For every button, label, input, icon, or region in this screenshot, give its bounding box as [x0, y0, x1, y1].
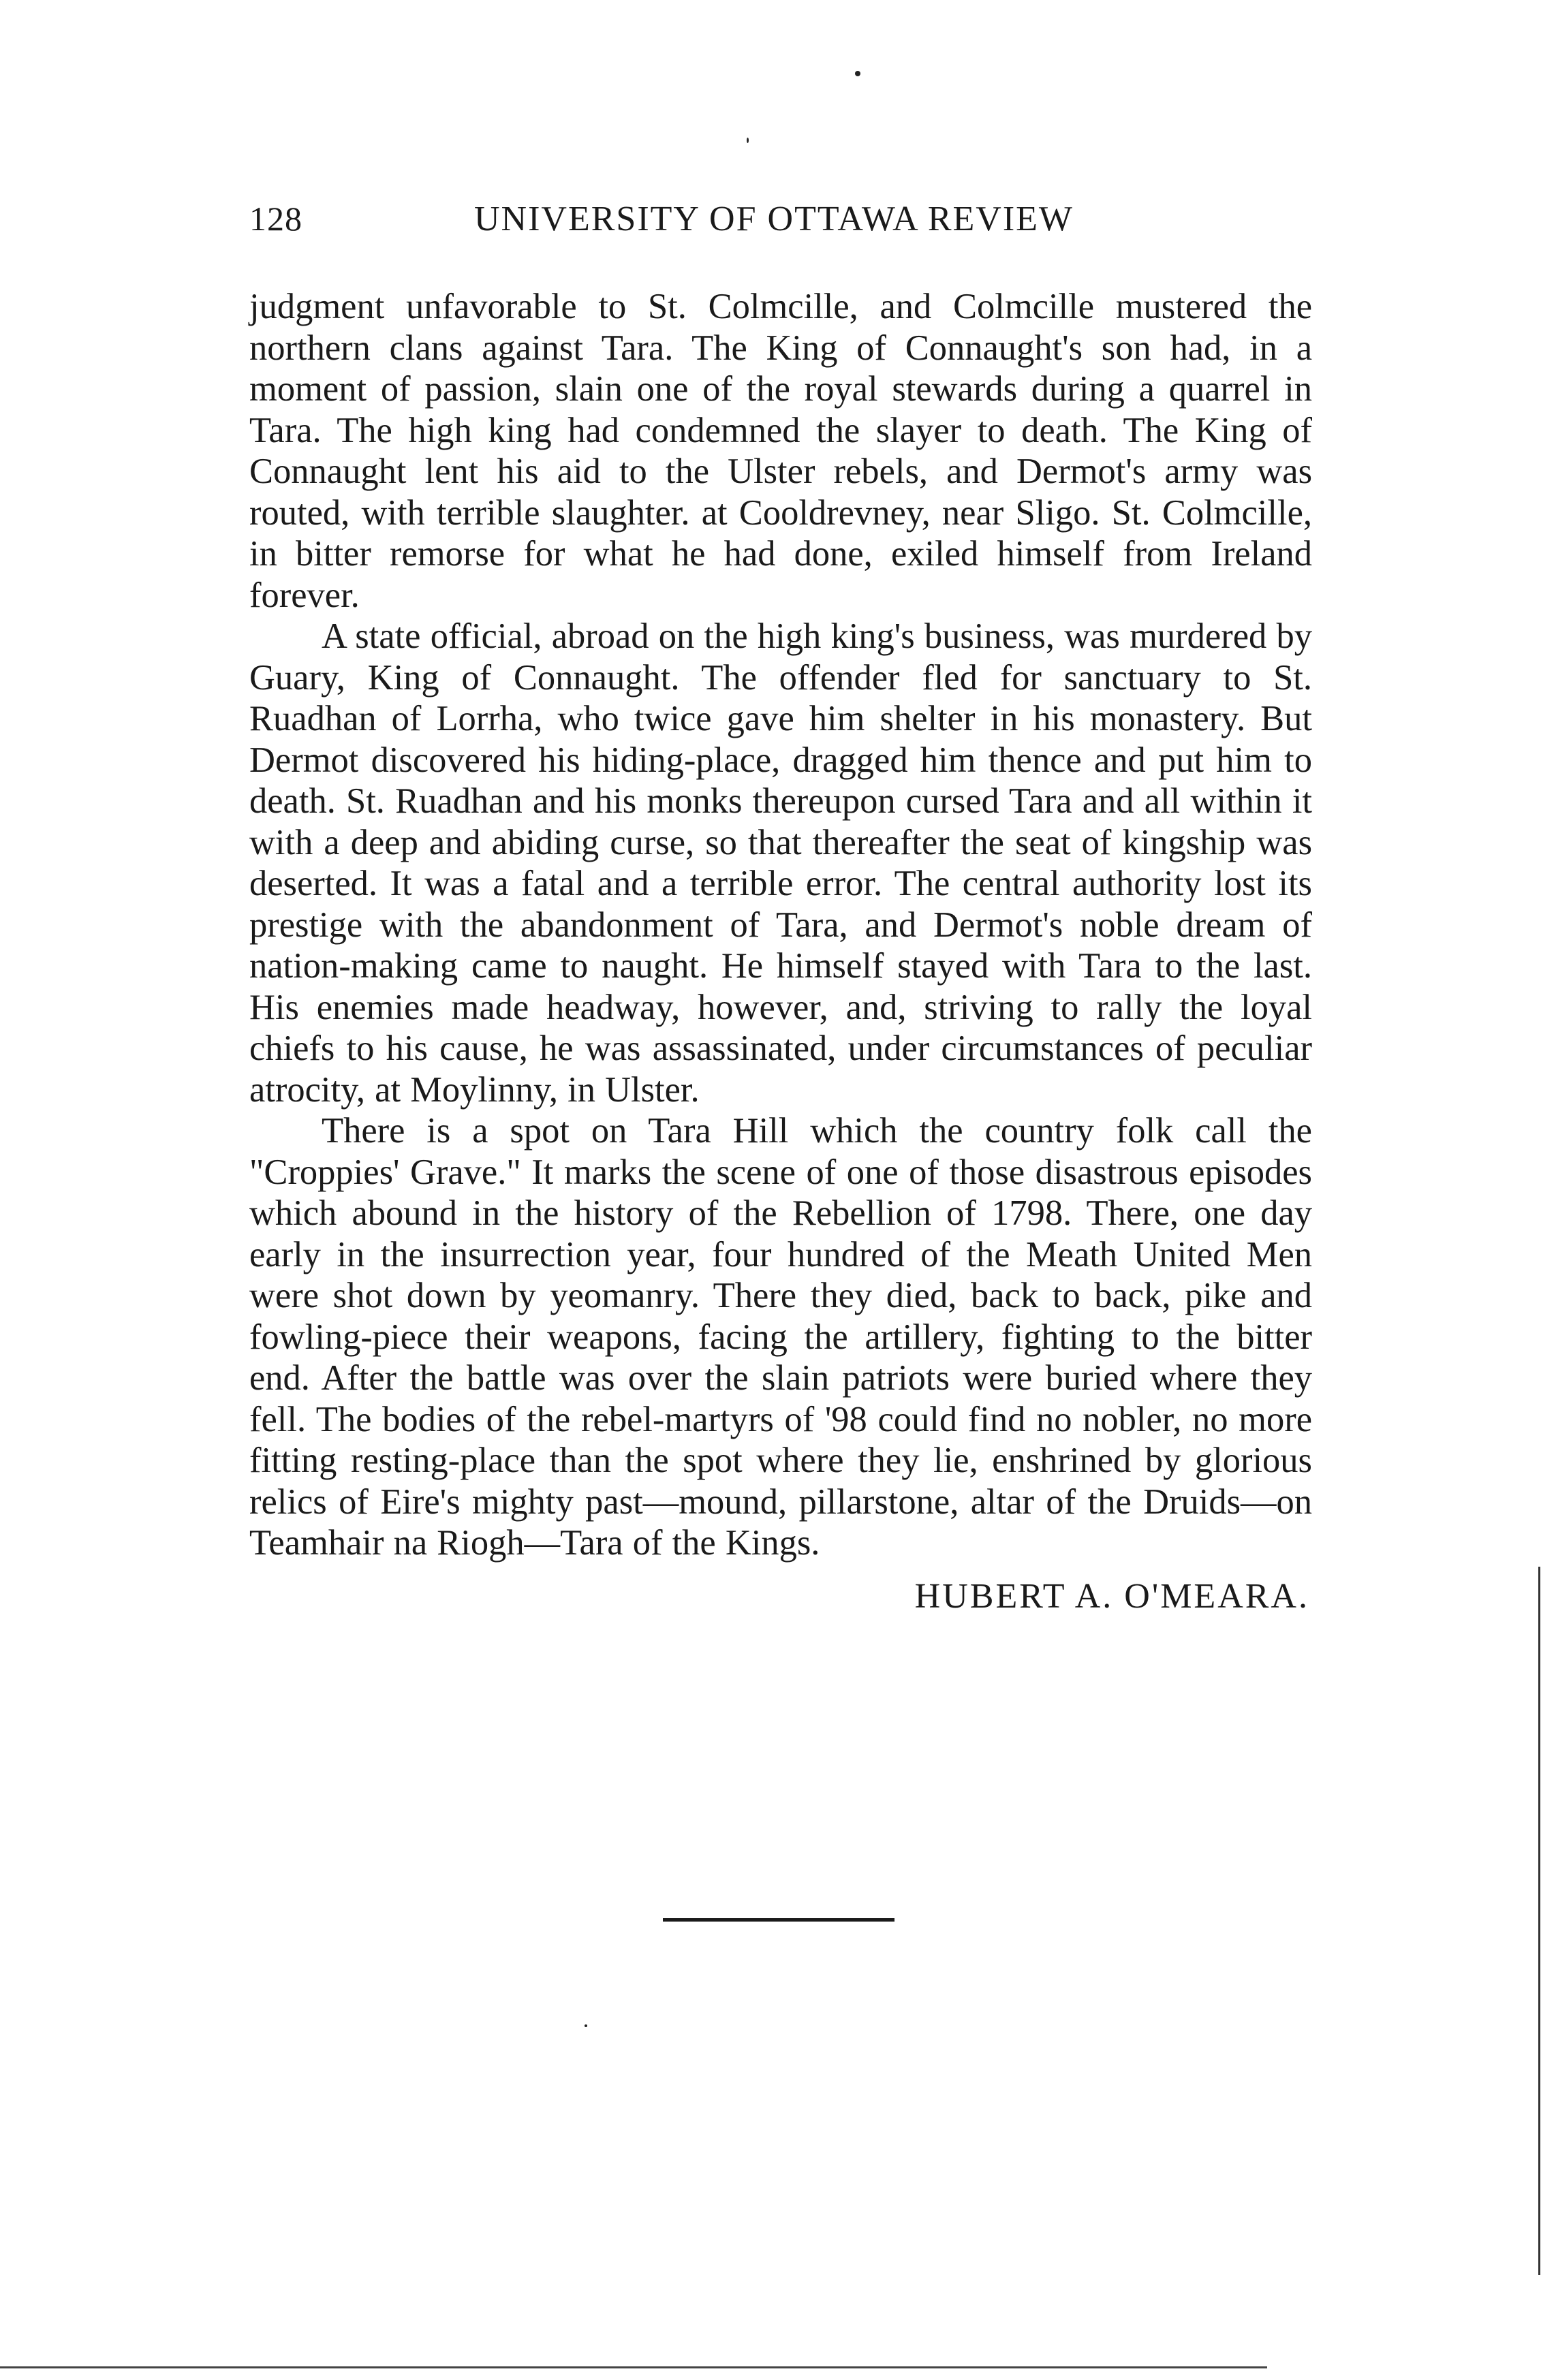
section-divider: [663, 1918, 894, 1922]
author-signature: HUBERT A. O'MEARA.: [914, 1576, 1309, 1616]
article-body: [249, 286, 1312, 1616]
paragraph: A state official, abroad on the high king's business, was murdered by Guary, King of Connaught. The offender fled for sanctuary to St. Ruadhan of Lorrha, who twice gave him shelter in his monastery. But Dermot discovered his hiding-place, dragged him thence and put him to death. St. Ruadhan and his monks thereupon cursed Tara and all within it with a deep and abiding curse, so that thereafter the seat of kingship was deserted. It was a fatal and a terrible error. The central authority lost its prestige with the abandonment of Tara, and Dermot's noble dream of nation-making came to naught. He himself stayed with Tara to the last. His enemies made headway, however, and, striving to rally the loyal chiefs to his cause, he was assassinated, under circumstances of peculiar atrocity, at Moylinny, in Ulster.: [249, 616, 1312, 1110]
scan-edge-line: [0, 2366, 1267, 2368]
page-header: [249, 199, 1312, 253]
ink-speck: [855, 71, 860, 76]
scan-edge-line: [1538, 1567, 1540, 2275]
running-title: UNIVERSITY OF OTTAWA REVIEW: [474, 200, 1074, 238]
paragraph-continuation: judgment unfavorable to St. Colmcille, and Colmcille mustered the northern clans against Tara. The King of Connaught's son had, in a moment of passion, slain one of the royal stewards during a quarrel in Tara. The high king had condemned the slayer to death. The King of Connaught lent his aid to the Ulster rebels, and Dermot's army was routed, with terrible slaughter. at Cooldrevney, near Sligo. St. Colmcille, in bitter remorse for what he had done, exiled himself from Ireland forever.: [249, 287, 1312, 615]
page-number: 128: [249, 200, 302, 238]
ink-speck: [747, 138, 749, 143]
ink-speck: [585, 2024, 587, 2027]
paragraph: There is a spot on Tara Hill which the country folk call the "Croppies' Grave." It marks the scene of one of those disastrous episodes which abound in the history of the Rebellion of 1798. There, one day early in the insurrection year, four hundred of the Meath United Men were shot down by yeomanry. There they died, back to back, pike and fowling-piece their weapons, facing the artillery, fighting to the bitter end. After the battle was over the slain patriots were buried where they fell. The bodies of the rebel-martyrs of '98 could find no nobler, no more fitting resting-place than the spot where they lie, enshrined by glorious relics of Eire's mighty past—mound, pillarstone, altar of the Druids—on Teamhair na Riogh—Tara of the Kings.: [249, 1111, 1312, 1563]
